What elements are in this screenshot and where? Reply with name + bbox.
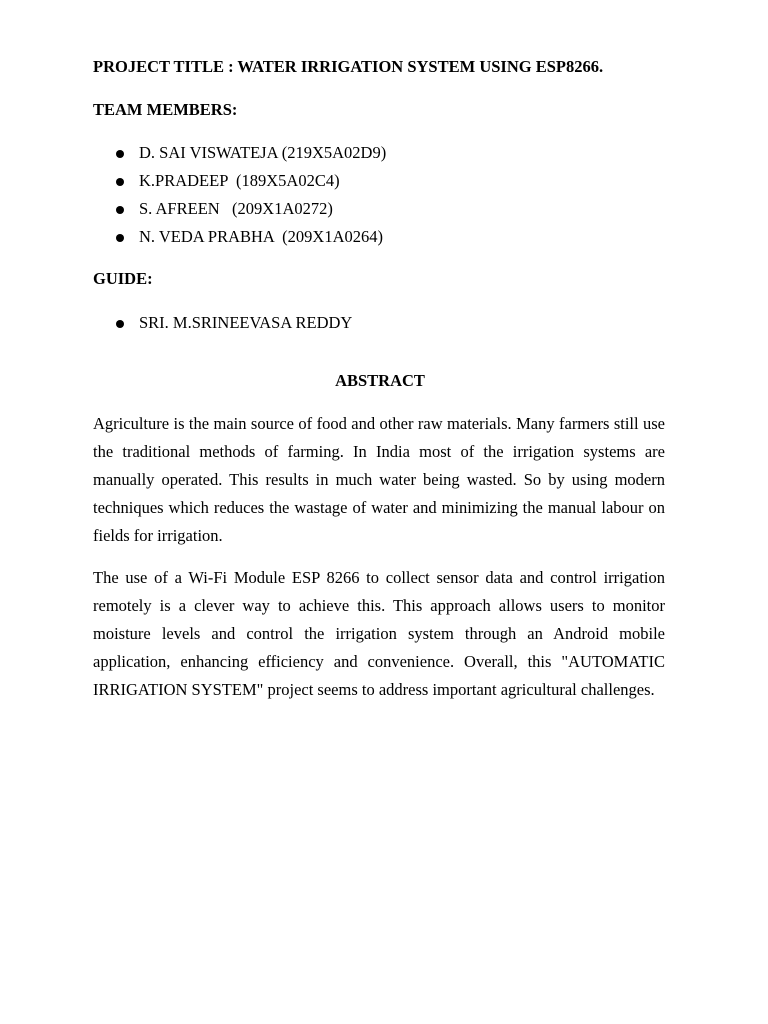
list-item	[0, 313, 768, 341]
guide-name: SRI. M.SRINEEVASA REDDY	[139, 313, 353, 332]
bullet-icon	[116, 178, 124, 186]
team-member-name: S. AFREEN (209X1A0272)	[139, 199, 333, 218]
guide-list	[0, 313, 768, 341]
bullet-icon	[116, 234, 124, 242]
team-members-heading: TEAM MEMBERS:	[93, 100, 238, 119]
bullet-icon	[116, 150, 124, 158]
guide-heading: GUIDE:	[93, 269, 153, 288]
abstract-paragraph: Agriculture is the main source of food and other raw materials. Many farmers still use the traditional methods of farming. In India most of the irrigation systems are manually operated. This results in much water being wasted. So by using modern techniques which reduces the wastage of water and minimizing the manual labour on fields for irrigation.	[93, 414, 665, 545]
abstract-heading: ABSTRACT	[335, 371, 425, 390]
list-item	[0, 227, 768, 255]
bullet-icon	[116, 206, 124, 214]
abstract-paragraph: The use of a Wi-Fi Module ESP 8266 to collect sensor data and control irrigation remotely is a clever way to achieve this. This approach allows users to monitor moisture levels and control the irrigation system through an Android mobile application, enhancing efficiency and convenience. Overall, this "AUTOMATIC IRRIGATION SYSTEM" project seems to address important agricultural challenges.	[93, 568, 665, 699]
list-item	[0, 199, 768, 227]
list-item	[0, 171, 768, 199]
bullet-icon	[116, 320, 124, 328]
project-title: PROJECT TITLE : WATER IRRIGATION SYSTEM USING ESP8266.	[93, 57, 604, 76]
team-member-name: K.PRADEEP (189X5A02C4)	[139, 171, 340, 190]
team-member-name: N. VEDA PRABHA (209X1A0264)	[139, 227, 384, 246]
team-members-list	[0, 143, 768, 255]
list-item	[0, 143, 768, 171]
team-member-name: D. SAI VISWATEJA (219X5A02D9)	[139, 143, 387, 162]
